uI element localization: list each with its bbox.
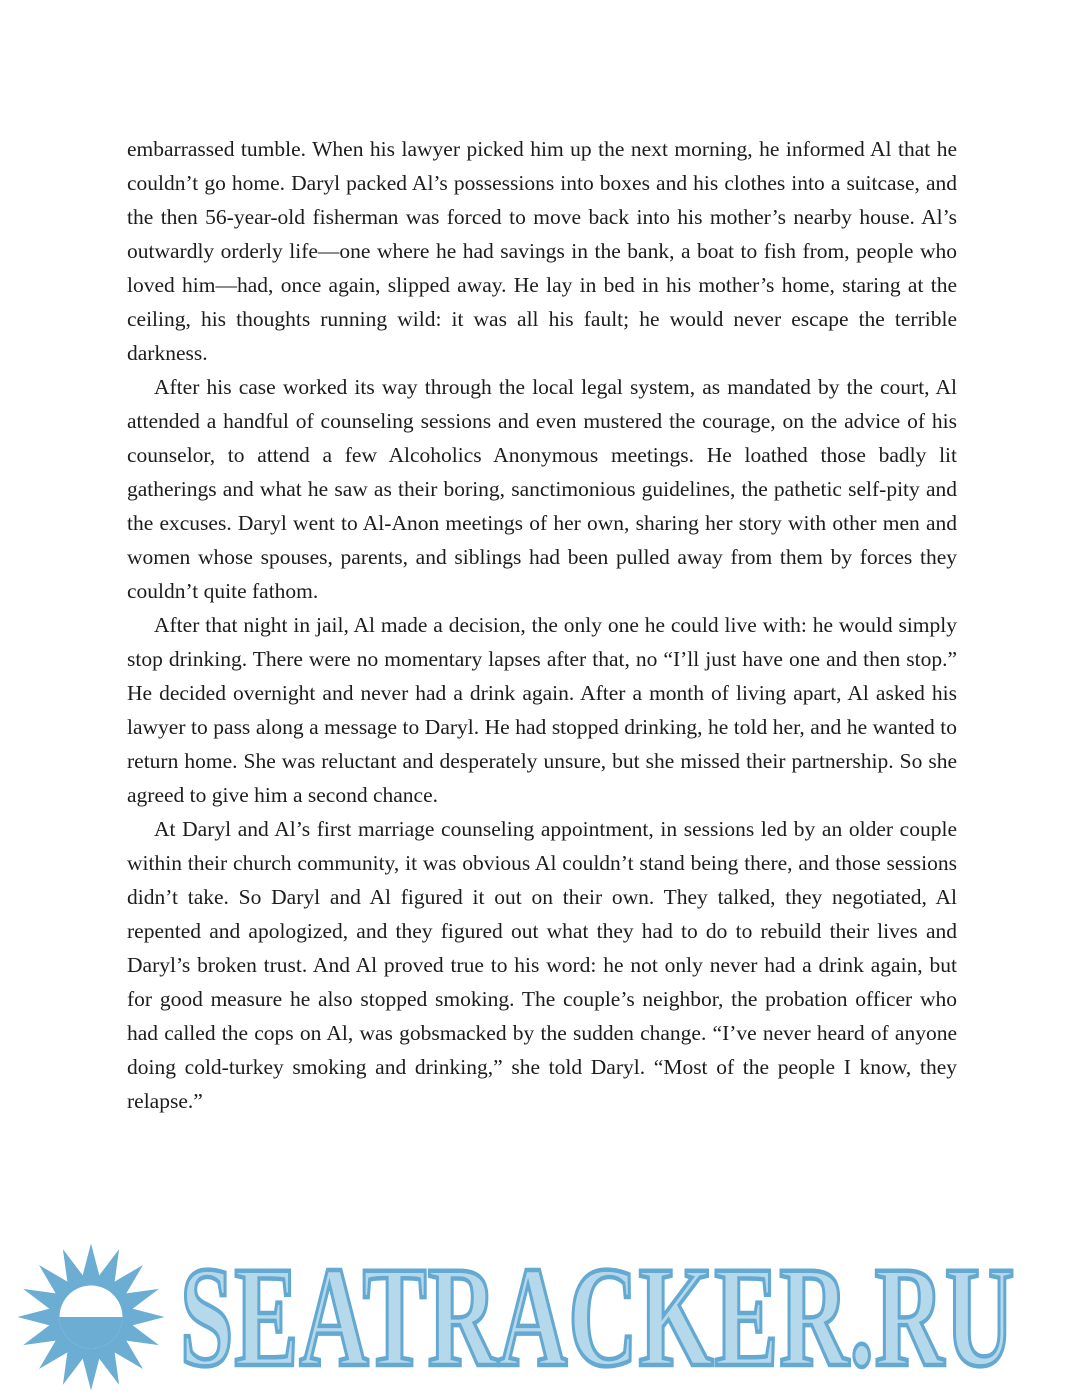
paragraph-3: After that night in jail, Al made a decision, the only one he could live with: he would simply stop drinking. There were no momentary lapses after that, no “I’ll just have one and then stop.” He decided overnight and never had a drink again. After a month of living apart, Al asked his lawyer to pass along a message to Daryl. He had stopped drinking, he told her, and he wanted to return home. She was reluctant and desperately unsure, but she missed their partnership. So she agreed to give him a second chance. [127,613,957,807]
paragraph-4: At Daryl and Al’s first marriage counseling appointment, in sessions led by an older couple within their church community, it was obvious Al couldn’t stand being there, and those sessions didn’t take. So Daryl and Al figured it out on their own. They talked, they negotiated, Al repented and apologized, and they figured out what they had to do to rebuild their lives and Daryl’s broken trust. And Al proved true to his word: he not only never had a drink again, but for good measure he also stopped smoking. The couple’s neighbor, the probation officer who had called the cops on Al, was gobsmacked by the sudden change. “I’ve never heard of anyone doing cold-turkey smoking and drinking,” she told Daryl. “Most of the people I know, they relapse.” [127,817,957,1113]
body-text [127,132,957,1118]
watermark [0,1236,1080,1397]
paragraph-2: After his case worked its way through the local legal system, as mandated by the court, Al attended a handful of counseling sessions and even mustered the courage, on the advice of his counselor, to attend a few Alcoholics Anonymous meetings. He loathed those badly lit gatherings and what he saw as their boring, sanctimonious guidelines, the pathetic self-pity and the excuses. Daryl went to Al-Anon meetings of her own, sharing her story with other men and women whose spouses, parents, and siblings had been pulled away from them by forces they couldn’t quite fathom. [127,375,957,603]
watermark-text: SEATRACKER.RU [180,1236,1016,1397]
sun-icon [10,1242,172,1392]
paragraph-1: embarrassed tumble. When his lawyer picked him up the next morning, he informed Al that he couldn’t go home. Daryl packed Al’s possessions into boxes and his clothes into a suitcase, and the then 56-year-old fisherman was forced to move back into his mother’s nearby house. Al’s outwardly orderly life—one where he had savings in the bank, a boat to fish from, people who loved him—had, once again, slipped away. He lay in bed in his mother’s home, staring at the ceiling, his thoughts running wild: it was all his fault; he would never escape the terrible darkness. [127,137,957,365]
